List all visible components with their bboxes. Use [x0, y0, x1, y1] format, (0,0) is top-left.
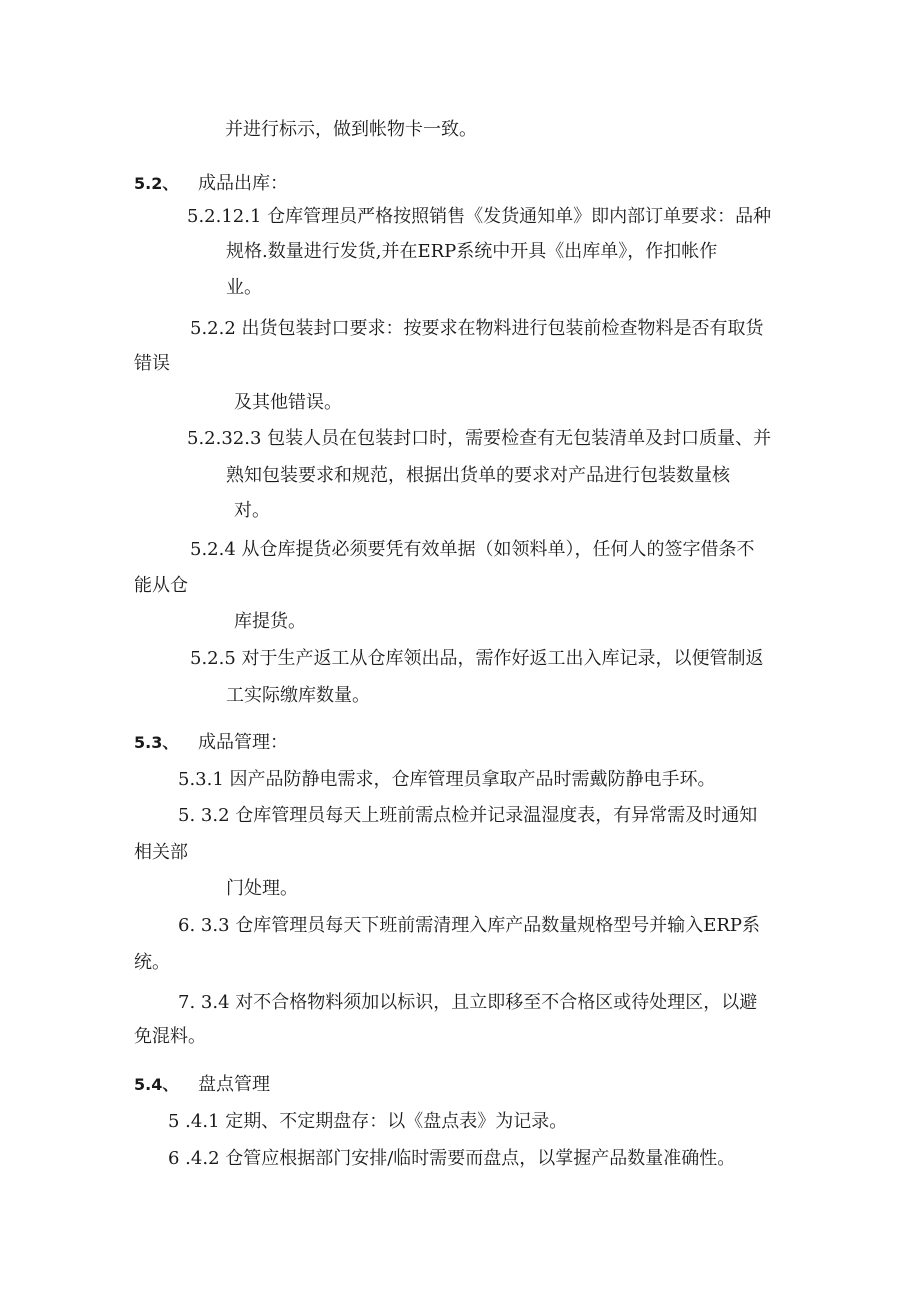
text-line: 7. 3.4 对不合格物料须加以标识，且立即移至不合格区或待处理区，以避	[178, 992, 758, 1013]
text-line: 5.2.4 从仓库提货必须要凭有效单据（如领料单），任何人的签字借条不	[190, 539, 755, 560]
text-line: 工实际缴库数量。	[226, 685, 370, 706]
text-line: 5.2.5 对于生产返工从仓库领出品，需作好返工出入库记录，以便管制返	[190, 648, 764, 669]
text-line: 相关部	[134, 842, 188, 863]
text-line: 5.2.2 出货包装封口要求：按要求在物料进行包装前检查物料是否有取货	[190, 318, 764, 339]
text-line: 及其他错误。	[234, 392, 342, 413]
section-number: 5.4、	[134, 1075, 179, 1094]
text-line: 规格.数量进行发货,并在ERP系统中开具《出库单》，作扣帐作	[226, 241, 718, 262]
text-line: 能从仓	[134, 575, 188, 596]
text-line: 6. 3.3 仓库管理员每天下班前需清理入库产品数量规格型号并输入ERP系	[178, 915, 761, 936]
text-line: 5. 3.2 仓库管理员每天上班前需点检并记录温湿度表，有异常需及时通知	[178, 805, 758, 826]
text-line: 5.2.32.3 包装人员在包装封口时，需要检查有无包装清单及封口质量、并	[187, 428, 772, 449]
section-title: 成品出库：	[198, 173, 288, 194]
section-title: 成品管理：	[198, 732, 288, 753]
text-line: 库提货。	[234, 611, 306, 632]
section-title: 盘点管理	[198, 1074, 270, 1095]
section-number: 5.2、	[134, 174, 179, 193]
text-line: 5 .4.1 定期、不定期盘存：以《盘点表》为记录。	[168, 1111, 568, 1132]
text-line: 6 .4.2 仓管应根据部门安排/临时需要而盘点，以掌握产品数量准确性。	[168, 1148, 736, 1169]
text-line: 错误	[134, 353, 170, 374]
text-line: 5.2.12.1 仓库管理员严格按照销售《发货通知单》即内部订单要求：品种	[187, 206, 772, 227]
text-line: 业。	[226, 277, 262, 298]
text-line: 免混料。	[134, 1026, 206, 1047]
text-line: 对。	[234, 500, 270, 521]
text-line: 门处理。	[226, 878, 298, 899]
text-line: 统。	[134, 952, 170, 973]
text-line: 5.3.1 因产品防静电需求，仓库管理员拿取产品时需戴防静电手环。	[178, 769, 716, 790]
text-line: 并进行标示，做到帐物卡一致。	[225, 119, 477, 140]
text-line: 熟知包装要求和规范，根据出货单的要求对产品进行包装数量核	[226, 465, 730, 486]
section-number: 5.3、	[134, 733, 179, 752]
